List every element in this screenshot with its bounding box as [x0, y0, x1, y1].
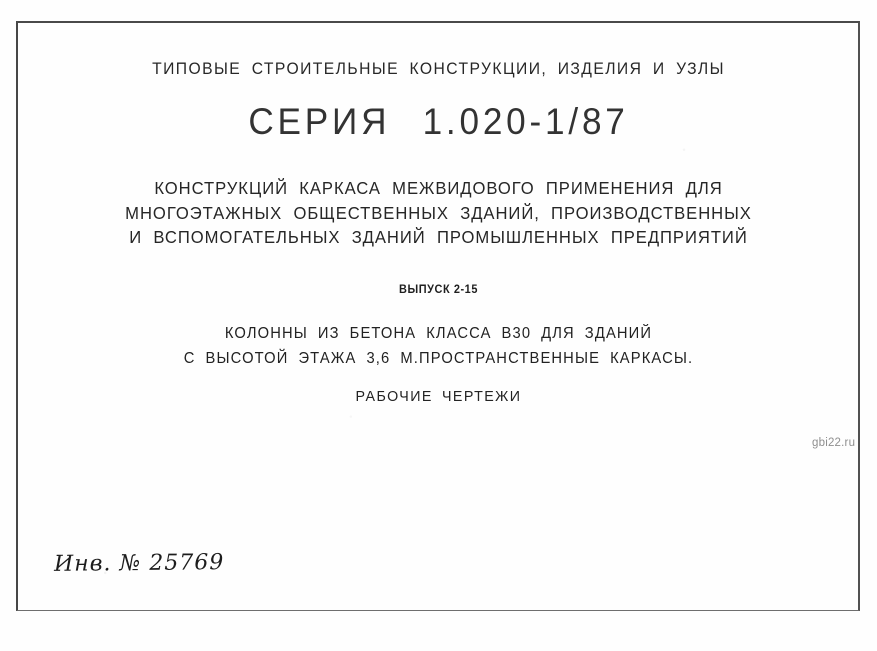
issue-label: ВЫПУСК 2-15	[399, 284, 478, 296]
subtitle-line: С ВЫСОТОЙ ЭТАЖА 3,6 М.ПРОСТРАНСТВЕННЫЕ КАРКАСЫ.	[183, 350, 694, 367]
document-header-line: ТИПОВЫЕ СТРОИТЕЛЬНЫЕ КОНСТРУКЦИИ, ИЗДЕЛИЯ И УЗЛЫ	[152, 60, 725, 78]
document-subtitle	[22, 321, 855, 371]
document-description	[22, 176, 855, 250]
description-line: КОНСТРУКЦИЙ КАРКАСА МЕЖВИДОВОГО ПРИМЕНЕНИЯ ДЛЯ	[154, 178, 723, 198]
inventory-number: Инв. № 25769	[53, 550, 225, 577]
description-line: МНОГОЭТАЖНЫХ ОБЩЕСТВЕННЫХ ЗДАНИЙ, ПРОИЗВОДСТВЕННЫХ	[125, 202, 752, 223]
description-line: И ВСПОМОГАТЕЛЬНЫХ ЗДАНИЙ ПРОМЫШЛЕННЫХ ПРЕДПРИЯТИЙ	[129, 227, 748, 247]
series-title	[22, 101, 855, 143]
series-number: 1.020-1/87	[422, 101, 629, 142]
subtitle-line: КОЛОННЫ ИЗ БЕТОНА КЛАССА В30 ДЛЯ ЗДАНИЙ	[224, 325, 653, 342]
series-label: СЕРИЯ	[248, 101, 391, 142]
working-drawings-label: РАБОЧИЕ ЧЕРТЕЖИ	[355, 388, 522, 405]
watermark-text: gbi22.ru	[812, 437, 856, 449]
